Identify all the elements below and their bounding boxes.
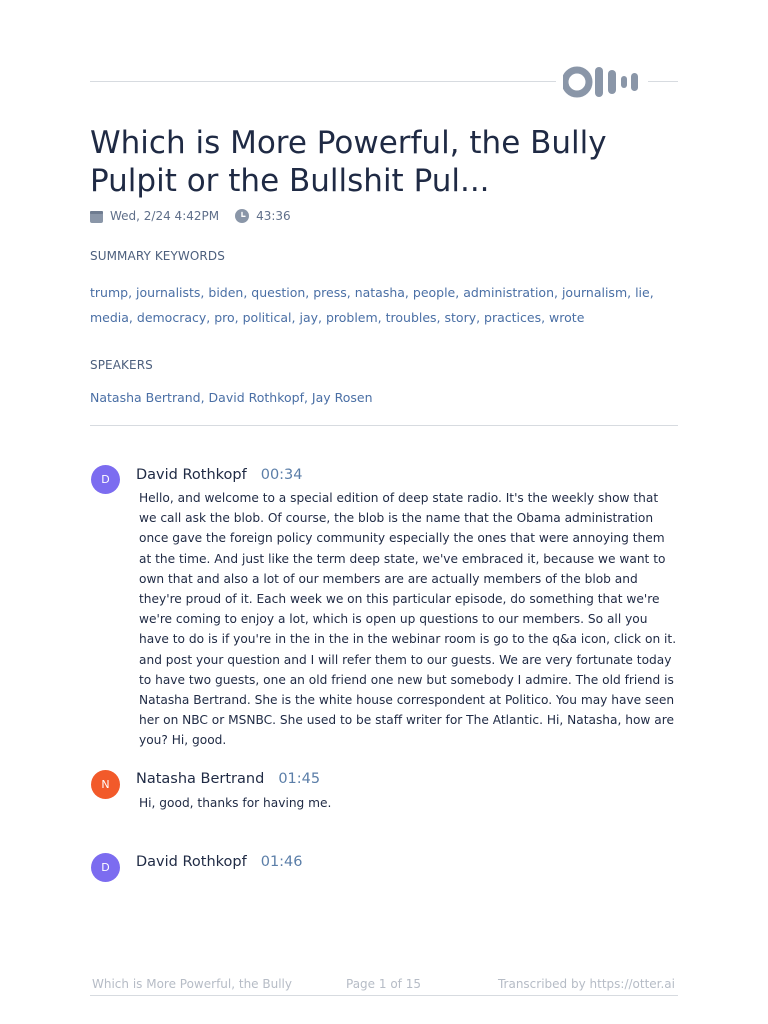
timestamp: 01:45 [278, 771, 321, 787]
timestamp: 00:34 [260, 467, 303, 483]
document-title: Which is More Powerful, the Bully Pulpit or the Bullshit Pul... [90, 125, 607, 199]
transcript-paragraph: Hi, good, thanks for having me. [139, 796, 332, 810]
speaker-heading [136, 854, 303, 870]
summary-keywords: trump, journalists, biden, question, press, natasha, people, administration, journalism, lie, media, democracy, pro, political, jay, problem, troubles, story, practices, wrote [90, 285, 654, 325]
meta-date [90, 209, 219, 223]
speaker-name: David Rothkopf [136, 854, 247, 870]
page-footer [90, 977, 678, 995]
footer-title: Which is More Powerful, the Bully [92, 977, 292, 991]
avatar: D [91, 853, 120, 882]
avatar: N [91, 770, 120, 799]
speakers-label: SPEAKERS [90, 358, 153, 372]
header-rule-right [648, 81, 678, 82]
footer-rule [90, 995, 678, 996]
meta-date-text: Wed, 2/24 4:42PM [110, 209, 220, 223]
meta-duration [235, 209, 291, 223]
meta-duration-text: 43:36 [256, 209, 291, 223]
timestamp: 01:46 [260, 854, 303, 870]
speaker-name: Natasha Bertrand [136, 771, 265, 787]
meta-row [90, 207, 291, 225]
speakers-list: Natasha Bertrand, David Rothkopf, Jay Rosen [90, 390, 373, 405]
footer-credit: Transcribed by https://otter.ai [497, 977, 675, 991]
clock-icon [235, 209, 249, 223]
header-rule [90, 81, 556, 82]
footer-page-number: Page 1 of 15 [346, 977, 421, 991]
calendar-icon [90, 210, 103, 223]
speaker-heading [136, 771, 320, 787]
otter-logo-icon [563, 66, 643, 98]
speaker-name: David Rothkopf [136, 467, 247, 483]
speaker-heading [136, 467, 303, 483]
section-divider [90, 425, 678, 426]
transcript-paragraph: Hello, and welcome to a special edition of deep state radio. It's the weekly show that we call ask the blob. Of course, the blob is the name that the Obama administration once gave the foreign policy community especially the ones that were annoying them at the time. And just like the term deep state, we've embraced it, because we want to own that and also a lot of our members are are actually members of the blob and they're proud of it. Each week we on this particular episode, do something that we're we're coming to enjoy a lot, which is open up questions to our members. So all you have to do is if you're in the in the in the webinar room is go to the q&a icon, click on it. and post your question and I will refer them to our guests. We are very fortunate today to have two guests, one an old friend one new but somebody I admire. The old friend is Natasha Bertrand. She is the white house correspondent at Politico. You may have seen her on NBC or MSNBC. She used to be staff writer for The Atlantic. Hi, Natasha, how are you? Hi, good. [139, 491, 677, 748]
summary-keywords-label: SUMMARY KEYWORDS [90, 249, 225, 263]
avatar: D [91, 465, 120, 494]
